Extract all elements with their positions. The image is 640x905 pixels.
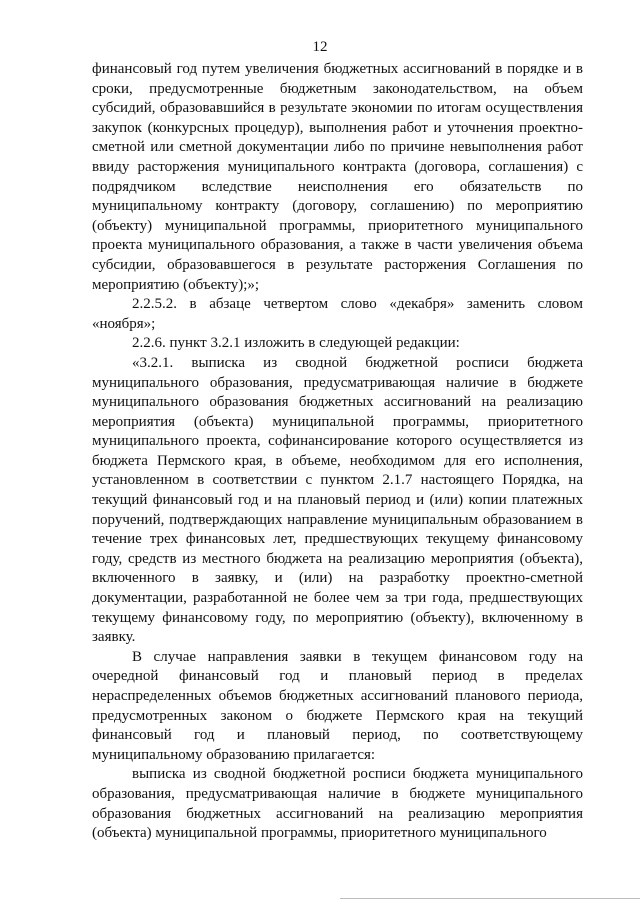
- document-body: [92, 60, 583, 844]
- paragraph-3-2-1: «3.2.1. выписка из сводной бюджетной росписи бюджета муниципального образования, предусматривающая наличие в бюджете муниципального образования бюджетных ассигнований на реализацию мероприятия (объекта) муниципальной программы, приоритетного муниципального проекта, софинансирование которого осуществляется из бюджета Пермского края, в объеме, необходимом для его исполнения, установленном в соответствии с пунктом 2.1.7 настоящего Порядка, на текущий финансовый год и на плановый период и (или) копии платежных поручений, подтверждающих направление муниципальным образованием в течение трех финансовых лет, предшествующих текущему финансовому году, средств из местного бюджета на реализацию мероприятия (объекта), включенного в заявку, и (или) на разработку проектно-сметной документации, разработанной не более чем за три года, предшествующих текущему финансовому году, по мероприятию (объекту), включенному в заявку.: [92, 354, 583, 646]
- paragraph-application-case: В случае направления заявки в текущем финансовом году на очередной финансовый год и плановый период в пределах нераспределенных объемов бюджетных ассигнований планового периода, предусмотренных законом о бюджете Пермского края на текущий финансовый год и плановый период, по соответствующему муниципальному образованию прилагается:: [92, 648, 583, 763]
- paragraph-budget-extract: выписка из сводной бюджетной росписи бюджета муниципального образования, предусматривающая наличие в бюджете муниципального образования бюджетных ассигнований на реализацию мероприятия (объекта) муниципальной программы, приоритетного муниципального: [92, 766, 583, 842]
- paragraph-2-2-5-2: 2.2.5.2. в абзаце четвертом слово «декабря» заменить словом «ноября»;: [92, 296, 583, 332]
- paragraph-continuation: финансовый год путем увеличения бюджетных ассигнований в порядке и в сроки, предусмотренные бюджетным законодательством, на объем субсидий, образовавшийся в результате экономии по итогам осуществления закупок (конкурсных процедур), выполнения работ и уточнения проектно-сметной или сметной документации либо по причине невыполнения работ ввиду расторжения муниципального контракта (договора, соглашения) с подрядчиком вследствие неисполнения его обязательств по муниципальному контракту (договору, соглашению) по мероприятию (объекту) муниципальной программы, приоритетного муниципального проекта муниципального образования, а также в части увеличения объема субсидии, образовавшегося в результате расторжения Соглашения по мероприятию (объекту);»;: [92, 61, 583, 293]
- bottom-edge-line: [340, 898, 640, 899]
- paragraph-2-2-6: 2.2.6. пункт 3.2.1 изложить в следующей редакции:: [132, 335, 460, 352]
- page-number: 12: [312, 39, 328, 55]
